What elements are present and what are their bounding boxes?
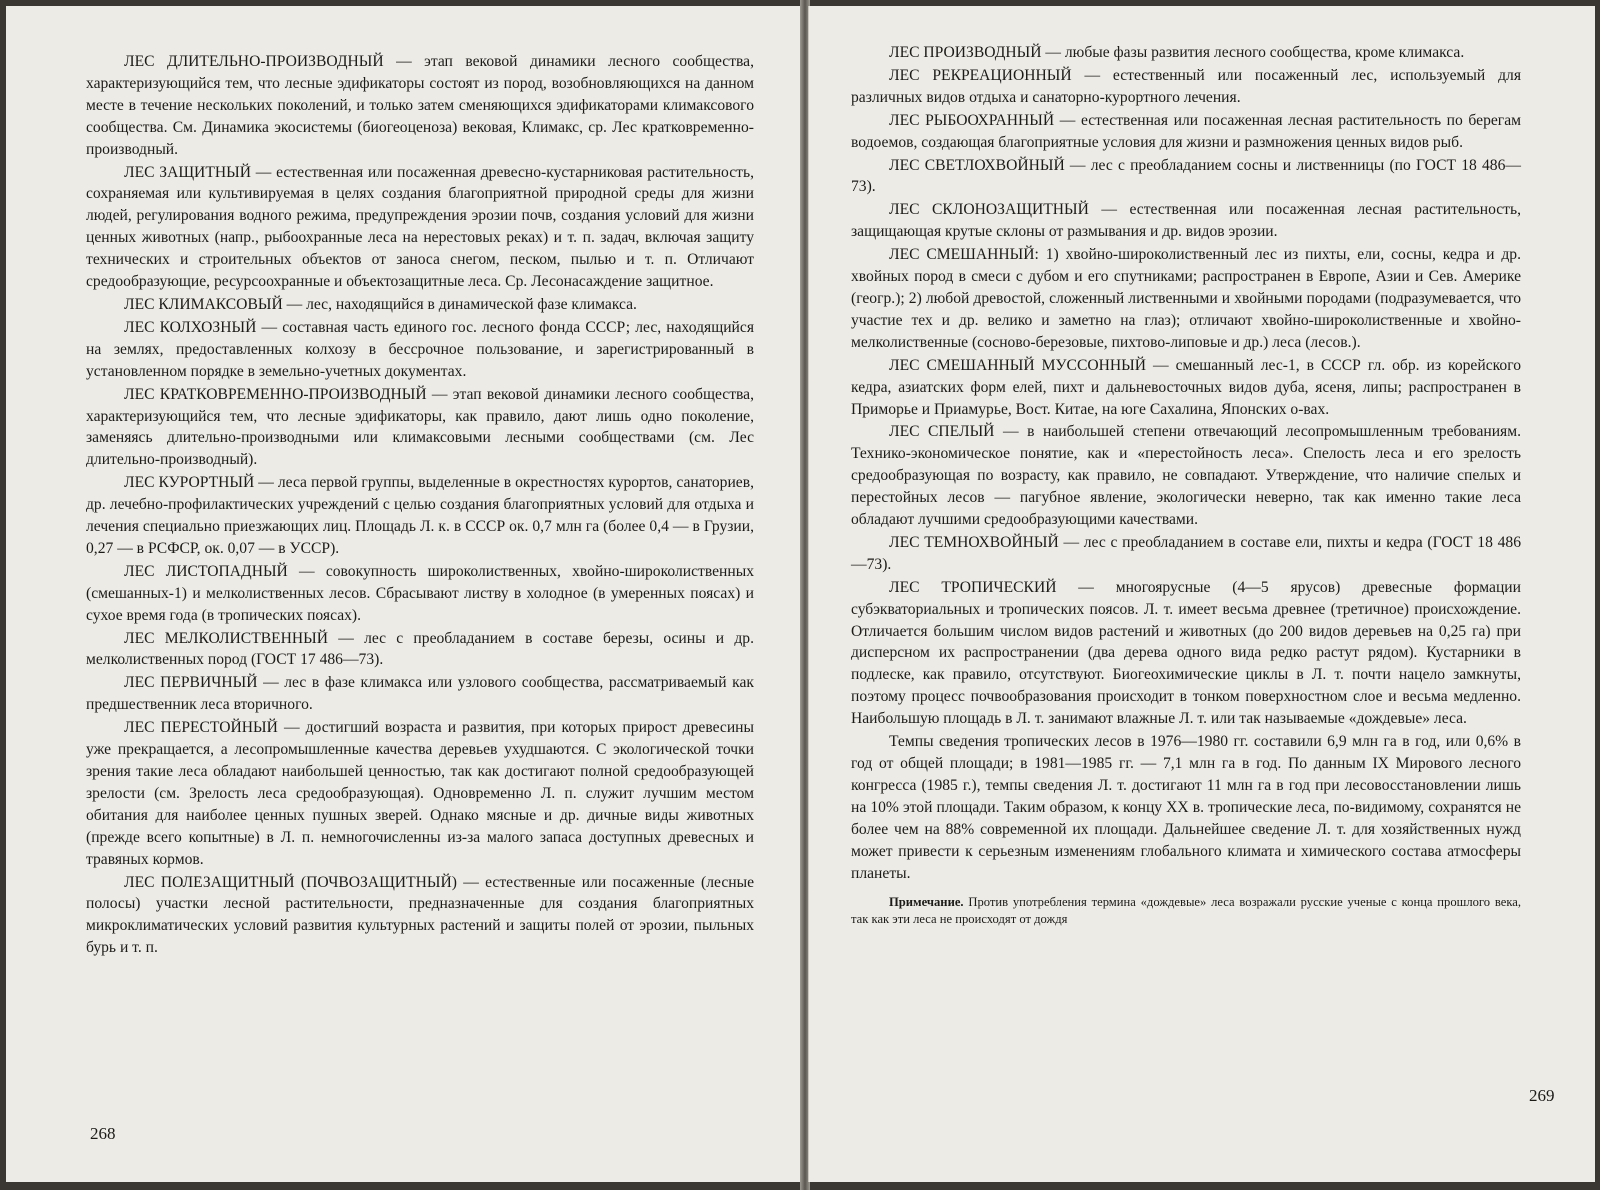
footnote-label: Примечание.	[889, 895, 964, 910]
entry-les-kolkhozny: ЛЕС КОЛХОЗНЫЙ — составная часть единого гос. лесного фонда СССР; лес, находящийся на землях, предоставленных колхозу в бессрочное пользование, и зарегистрированный в установленном порядке в земельно-учетных документах.	[86, 318, 754, 380]
entry-les-spely: ЛЕС СПЕЛЫЙ — в наибольшей степени отвечающий лесопромышленным требованиям. Технико-экономическое понятие, как и «перестойность леса». Спелость леса и его зрелость средообразующая по возрасту, как правило, не совпадают. Утверждение, что наличие спелых и перестойных лесов — пагубное явление, экологически неверно, так как именно такие леса обладают лучшими средообразующими качествами.	[851, 423, 1521, 529]
entry-les-pervichny: ЛЕС ПЕРВИЧНЫЙ — лес в фазе климакса или узлового сообщества, рассматриваемый как предшественник леса вторичного.	[86, 674, 754, 714]
entry-tropical-deforestation: Темпы сведения тропических лесов в 1976—1980 гг. составили 6,9 млн га в год, или 0,6% в год от общей площади; в 1981—1985 гг. — 7,1 млн га в год. По данным IX Мирового лесного конгресса (1985 г.), темпы сведения Л. т. достигают 11 млн га в год при лесовосстановлении лишь на 10% этой площади. Таким образом, к концу XX в. тропические леса, по-видимому, сохранятся не более чем на 88% современной их площади. Дальнейшее сведение Л. т. для хозяйственных нужд может привести к серьезным изменениям глобального климата и химического состава атмосферы планеты.	[851, 733, 1521, 882]
entry-les-smeshanny-mussonny: ЛЕС СМЕШАННЫЙ МУССОННЫЙ — смешанный лес-1, в СССР гл. обр. из корейского кедра, азиатских форм елей, пихт и дальневосточных видов дуба, ясеня, липы; распространен в Приморье и Приамурье, Вост. Китае, на юге Сахалина, Японских о-вах.	[851, 356, 1521, 418]
left-page	[6, 6, 803, 1182]
right-page-text	[851, 42, 1521, 941]
entry-les-dlitelno-proizvodny: ЛЕС ДЛИТЕЛЬНО-ПРОИЗВОДНЫЙ — этап вековой динамики лесного сообщества, характеризующийся тем, что лесные эдификаторы состоят из пород, возобновляющихся на данном месте в течение нескольких поколений, и только затем сменяющихся эдификаторами климаксового сообщества. См. Динамика экосистемы (биогеоценоза) вековая, Климакс, ср. Лес кратковременно-производный.	[86, 53, 754, 158]
entry-les-zashchitny: ЛЕС ЗАЩИТНЫЙ — естественная или посаженная древесно-кустарниковая растительность, сохраняемая или культивируемая в целях создания благоприятной природной среды для жизни людей, регулирования водного режима, предупреждения эрозии почв, создания условий для жизни ценных животных (напр., рыбоохранные леса на нерестовых реках) и т. п. задач, включая защиту технических и строительных объектов от заноса снегом, песком, пылью и т. п. Отличают средообразующие, ресурсоохранные и объектозащитные леса. Ср. Лесонасаждение защитное.	[86, 163, 754, 291]
entry-les-kratkovremenno-proizvodny: ЛЕС КРАТКОВРЕМЕННО-ПРОИЗВОДНЫЙ — этап вековой динамики лесного сообщества, характеризующийся тем, что лесные эдификаторы, как правило, дают лишь одно поколение, заменяясь длительно-производными или климаксовыми лесными сообществами (см. Лес длительно-производный).	[86, 385, 754, 469]
entry-les-temnokhvoyny: ЛЕС ТЕМНОХВОЙНЫЙ — лес с преобладанием в составе ели, пихты и кедра (ГОСТ 18 486—73).	[851, 533, 1521, 573]
entry-les-ryboohranny: ЛЕС РЫБООХРАННЫЙ — естественная или посаженная лесная растительность по берегам водоемов, создающая благоприятные условия для жизни и размножения ценных видов рыб.	[851, 111, 1521, 151]
left-page-text	[86, 51, 754, 960]
footnote	[851, 894, 1521, 928]
entry-les-proizvodny: ЛЕС ПРОИЗВОДНЫЙ — любые фазы развития лесного сообщества, кроме климакса.	[889, 44, 1465, 61]
entry-les-listopadny: ЛЕС ЛИСТОПАДНЫЙ — совокупность широколиственных, хвойно-широколиственных (смешанных-1) и мелколиственных лесов. Сбрасывают листву в холодное (в умеренных поясах) и сухое время года (в тропических поясах).	[86, 562, 754, 624]
right-page	[808, 6, 1595, 1182]
right-page-number: 269	[1529, 1086, 1555, 1105]
footnote-text: Против употребления термина «дождевые» леса возражали русские ученые с конца прошлого века, так как эти леса не происходят от дождя	[851, 895, 1521, 927]
entry-les-perestoyny: ЛЕС ПЕРЕСТОЙНЫЙ — достигший возраста и развития, при которых прирост древесины уже прекращается, а лесопромышленные качества деревьев ухудшаются. С экологической точки зрения такие леса обладают наибольшей ценностью, так как достигают полной средообразующей зрелости (см. Зрелость леса средообразующая). Одновременно Л. п. служит лучшим местом обитания для наиболее ценных пушных зверей. Однако мясные и др. дичные виды животных (прежде всего копытные) в Л. п. немногочисленны из-за малого запаса доступных древесных и травяных кормов.	[86, 719, 754, 868]
entry-les-klimaksovy: ЛЕС КЛИМАКСОВЫЙ — лес, находящийся в динамической фазе климакса.	[124, 295, 637, 313]
entry-les-sklonozashchitny: ЛЕС СКЛОНОЗАЩИТНЫЙ — естественная или посаженная лесная растительность, защищающая крутые склоны от размывания и др. видов эрозии.	[851, 201, 1521, 241]
left-page-number: 268	[90, 1124, 116, 1143]
entry-les-rekreatsionny: ЛЕС РЕКРЕАЦИОННЫЙ — естественный или посаженный лес, используемый для различных видов отдыха и санаторно-курортного лечения.	[851, 66, 1521, 106]
entry-les-smeshanny: ЛЕС СМЕШАННЫЙ: 1) хвойно-широколиственный лес из пихты, ели, сосны, кедра и др. хвойных пород в смеси с дубом и его спутниками; распространен в Европе, Азии и Сев. Америке (геогр.); 2) любой древостой, сложенный лиственными и хвойными породами (подразумевается, что участие тех и др. велико и заметно на глаз); отличают хвойно-широколиственные и хвойно-мелколиственные (сосново-березовые, пихтово-липовые и др.) леса (лесов.).	[851, 246, 1521, 351]
entry-les-tropichesky: ЛЕС ТРОПИЧЕСКИЙ — многоярусные (4—5 ярусов) древесные формации субэкваториальных и тропических поясов. Л. т. имеет весьма древнее (третичное) происхождение. Отличается большим числом видов растений и животных (до 200 видов деревьев на 0,25 га) при дисперсном их распространении (два дерева одного вида редко растут рядом). Кустарники в подлеске, как правило, отсутствуют. Биогеохимические циклы в Л. т. почти нацело замкнуты, поэтому процесс почвообразования происходит в тонком поверхностном слое и весьма медленно. Наибольшую площадь в Л. т. занимают влажные Л. т. или так называемые «дождевые» леса.	[851, 578, 1521, 728]
entry-les-kurortny: ЛЕС КУРОРТНЫЙ — леса первой группы, выделенные в окрестностях курортов, санаториев, др. лечебно-профилактических учреждений с целью создания благоприятных условий для отдыха и лечения специально приезжающих лиц. Площадь Л. к. в СССР ок. 0,7 млн га (более 0,4 — в Грузии, 0,27 — в РСФСР, ок. 0,07 — в УССР).	[86, 474, 754, 557]
entry-les-svetlokhvoyny: ЛЕС СВЕТЛОХВОЙНЫЙ — лес с преобладанием сосны и лиственницы (по ГОСТ 18 486—73).	[851, 156, 1521, 196]
entry-les-melkolistvenny: ЛЕС МЕЛКОЛИСТВЕННЫЙ — лес с преобладанием в составе березы, осины и др. мелколиственных пород (ГОСТ 17 486—73).	[86, 629, 754, 669]
entry-les-polezashchitny: ЛЕС ПОЛЕЗАЩИТНЫЙ (ПОЧВОЗАЩИТНЫЙ) — естественные или посаженные (лесные полосы) участки лесной растительности, предназначенные для создания благоприятных микроклиматических условий развития культурных растений и защиты полей от эрозии, пыльных бурь и т. п.	[86, 873, 754, 957]
